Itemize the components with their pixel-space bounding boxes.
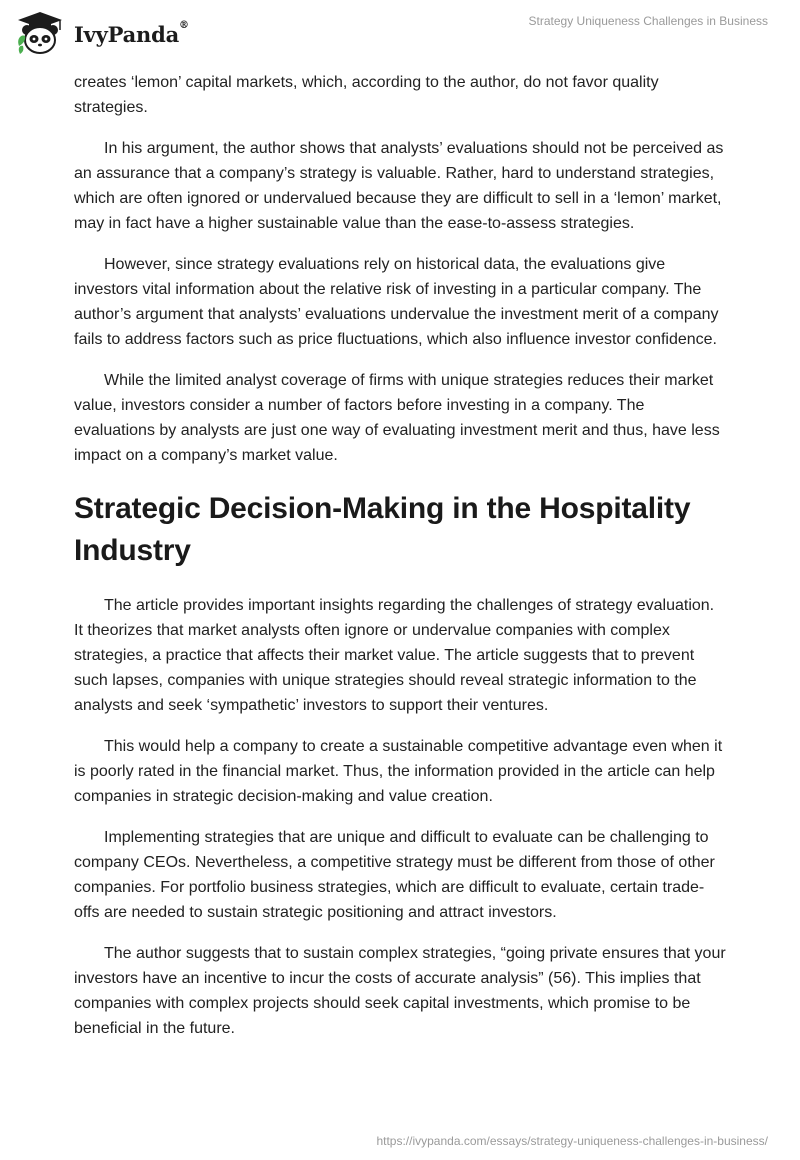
logo[interactable] bbox=[14, 10, 189, 56]
paragraph: In his argument, the author shows that analysts’ evaluations should not be perceived as an assurance that a company’s strategy is valuable. Rather, hard to understand strategies, which are often ignored or undervalued because they are difficult to sell in a ‘lemon’ market, may in fact have a higher sustainable value than the ease-to-assess strategies. bbox=[74, 140, 724, 232]
essay-content bbox=[74, 70, 726, 1057]
section-heading: Strategic Decision-Making in the Hospitality Industry bbox=[74, 492, 691, 567]
paragraph: The article provides important insights regarding the challenges of strategy evaluation. It theorizes that market analysts often ignore or undervalue companies with complex strategies, a practice that affects their market value. The article suggests that to prevent such lapses, companies with unique strategies should reveal strategic information to the analysts and seek ‘sympathetic’ investors to support their ventures. bbox=[74, 597, 715, 714]
paragraph: Implementing strategies that are unique and difficult to evaluate can be challenging to company CEOs. Nevertheless, a competitive strategy must be different from those of other companies. For portfolio business strategies, which are difficult to evaluate, certain trade-offs are needed to sustain strategic positioning and attract investors. bbox=[74, 829, 715, 921]
paragraph: This would help a company to create a sustainable competitive advantage even when it is poorly rated in the financial market. Thus, the information provided in the article can help companies in strategic decision-making and value creation. bbox=[74, 738, 723, 805]
panda-graduate-icon bbox=[14, 10, 66, 56]
paragraph: While the limited analyst coverage of firms with unique strategies reduces their market value, investors consider a number of factors before investing in a company. The evaluations by analysts are just one way of evaluating investment merit and thus, have less impact on a company’s market value. bbox=[74, 372, 720, 464]
page-header bbox=[0, 0, 800, 68]
document-title: Strategy Uniqueness Challenges in Business bbox=[528, 14, 768, 28]
paragraph-intro: creates ‘lemon’ capital markets, which, according to the author, do not favor quality strategies. bbox=[74, 74, 659, 116]
brand-name: IvyPanda® bbox=[74, 19, 189, 47]
source-url[interactable]: https://ivypanda.com/essays/strategy-uniqueness-challenges-in-business/ bbox=[376, 1134, 768, 1148]
paragraph: However, since strategy evaluations rely on historical data, the evaluations give investors vital information about the relative risk of investing in a particular company. The author’s argument that analysts’ evaluations undervalue the investment merit of a company fails to address factors such as price fluctuations, which also influence investor confidence. bbox=[74, 256, 719, 348]
paragraph: The author suggests that to sustain complex strategies, “going private ensures that your investors have an incentive to incur the costs of accurate analysis” (56). This implies that companies with complex projects should seek capital investments, which promise to be beneficial in the future. bbox=[74, 945, 726, 1037]
